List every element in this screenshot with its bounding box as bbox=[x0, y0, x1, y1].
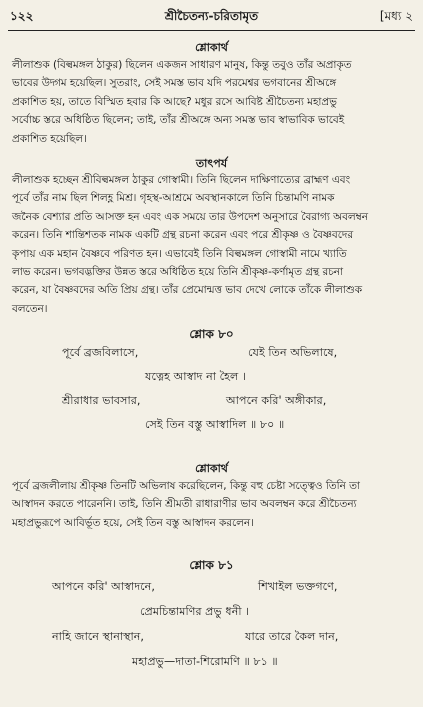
prose-line: কৃপায় এক মহান বৈষ্ণবে পরিণত হন। এভাবেই তিনি বিল্বমঙ্গল গোস্বামী নামে খ্যাতি bbox=[12, 247, 347, 260]
prose-line: করেন। তিনি শান্তিশতক নামক একটি গ্রন্থ রচনা করেন এবং পরে শ্রীকৃষ্ণ ও বৈষ্ণবদের bbox=[12, 229, 354, 242]
section-heading-translation-80: শ্লোকার্থ bbox=[195, 462, 228, 475]
prose-line: করেন, যা বৈষ্ণবদের অতি প্রিয় গ্রন্থ। তাঁর প্রেমোন্মত্ত ভাব দেখে লোকে তাঁকে লীলাশুক bbox=[12, 284, 363, 297]
verse-line: আপনে করি' অঙ্গীকার, bbox=[226, 394, 327, 407]
verse-line: পূর্বে ব্রজবিলাসে, bbox=[62, 346, 139, 359]
prose-line: প্রকাশিত হয়, তাতে বিস্মিত হবার কি আছে? মধুর রসে আবিষ্ট শ্রীচৈতন্য মহাপ্রভু bbox=[12, 95, 337, 108]
prose-line: বলতেন। bbox=[12, 302, 48, 315]
prose-line: পূর্বে তাঁর নাম ছিল শিলহ্ণ মিশ্র। গৃহস্থ-আশ্রমে অবস্থানকালে তিনি চিন্তামণি নামক bbox=[12, 192, 335, 205]
verse-line: যত্নেহ আস্বাদ না হৈল । bbox=[145, 370, 246, 383]
verse-81 bbox=[0, 578, 423, 698]
prose-line: প্রকাশিত হয়েছিল। bbox=[12, 132, 87, 145]
verse-80-heading: শ্লোক ৮০ bbox=[189, 327, 234, 341]
book-title: শ্রীচৈতন্য-চরিতামৃত bbox=[164, 9, 259, 23]
verse-line: নাহি জানে স্থানাস্থান, bbox=[52, 630, 144, 643]
prose-line: লীলাশুক হচ্ছেন শ্রীবিল্বমঙ্গল ঠাকুর গোস্বামী। তিনি ছিলেন দাক্ষিণাত্যের ব্রাহ্মণ এবং bbox=[12, 174, 351, 186]
translation-80-paragraph bbox=[12, 477, 411, 532]
purport-paragraph bbox=[12, 171, 411, 318]
prose-line: ভাবের উদ্গম হয়েছিল। সুতরাং, সেই সমস্ত ভাব যদি পরমেশ্বর ভগবানের শ্রীঅঙ্গে bbox=[12, 77, 337, 90]
verse-line: শ্রীরাধার ভাবসার, bbox=[62, 394, 141, 407]
verse-line: মহাপ্রভু—দাতা-শিরোমণি ॥ ৮১ ॥ bbox=[132, 655, 278, 668]
verse-81-heading: শ্লোক ৮১ bbox=[189, 558, 234, 572]
section-heading-purport: তাৎপর্য bbox=[195, 157, 228, 170]
verse-line: আপনে করি' আস্বাদনে, bbox=[52, 580, 155, 593]
prose-line: পূর্বে ব্রজলীলায় শ্রীকৃষ্ণ তিনটি অভিলাষ করেছিলেন, কিন্তু বহু চেষ্টা সত্ত্বেও তিনি তা bbox=[12, 480, 360, 492]
prose-line: লাভ করেন। ভগবদ্ভক্তির উন্নত স্তরে অধিষ্ঠিত হয়ে তিনি শ্রীকৃষ্ণ-কর্ণামৃত গ্রন্থ রচনা bbox=[12, 266, 344, 279]
section-heading-translation: শ্লোকার্থ bbox=[195, 41, 228, 54]
verse-line: যারে তারে কৈল দান, bbox=[245, 630, 339, 643]
prose-line: আস্বাদন করতে পারেননি। তাই, তিনি শ্রীমতী রাধারাণীর ভাব অবলম্বন করে শ্রীচৈতন্য bbox=[12, 498, 357, 511]
prose-line: সর্বোচ্চ স্তরে অধিষ্ঠিত ছিলেন; তাই, তাঁর শ্রীঅঙ্গে অন্য সমস্ত ভাব স্বাভাবিক ভাবেই bbox=[12, 114, 345, 127]
verse-line: সেই তিন বস্তু আস্বাদিল ॥ ৮০ ॥ bbox=[145, 418, 285, 431]
translation-paragraph bbox=[12, 56, 411, 148]
prose-line: লীলাশুক (বিল্বমঙ্গল ঠাকুর) ছিলেন একজন সাধারণ মানুষ, কিন্তু তবুও তাঁর অপ্রাকৃত bbox=[12, 59, 352, 71]
verse-80 bbox=[0, 344, 423, 464]
prose-line: মহাপ্রভুরূপে আবির্ভূত হয়ে, সেই তিন বস্তু আস্বাদন করলেন। bbox=[12, 516, 254, 529]
page-number: ১২২ bbox=[10, 9, 34, 23]
chapter-label: [মধ্য ২ bbox=[379, 9, 413, 23]
prose-line: জনৈক বেশ্যার প্রতি আসক্ত হন এবং এক সময়ে তার উপদেশ অনুসারে বৈরাগ্য অবলম্বন bbox=[12, 210, 368, 223]
verse-line: প্রেমচিন্তামণির প্রভু ধনী । bbox=[140, 605, 250, 618]
verse-line: শিখাইল ভক্তগণে, bbox=[258, 580, 338, 593]
verse-line: যেই তিন অভিলাষে, bbox=[248, 346, 338, 359]
running-header bbox=[8, 6, 415, 31]
